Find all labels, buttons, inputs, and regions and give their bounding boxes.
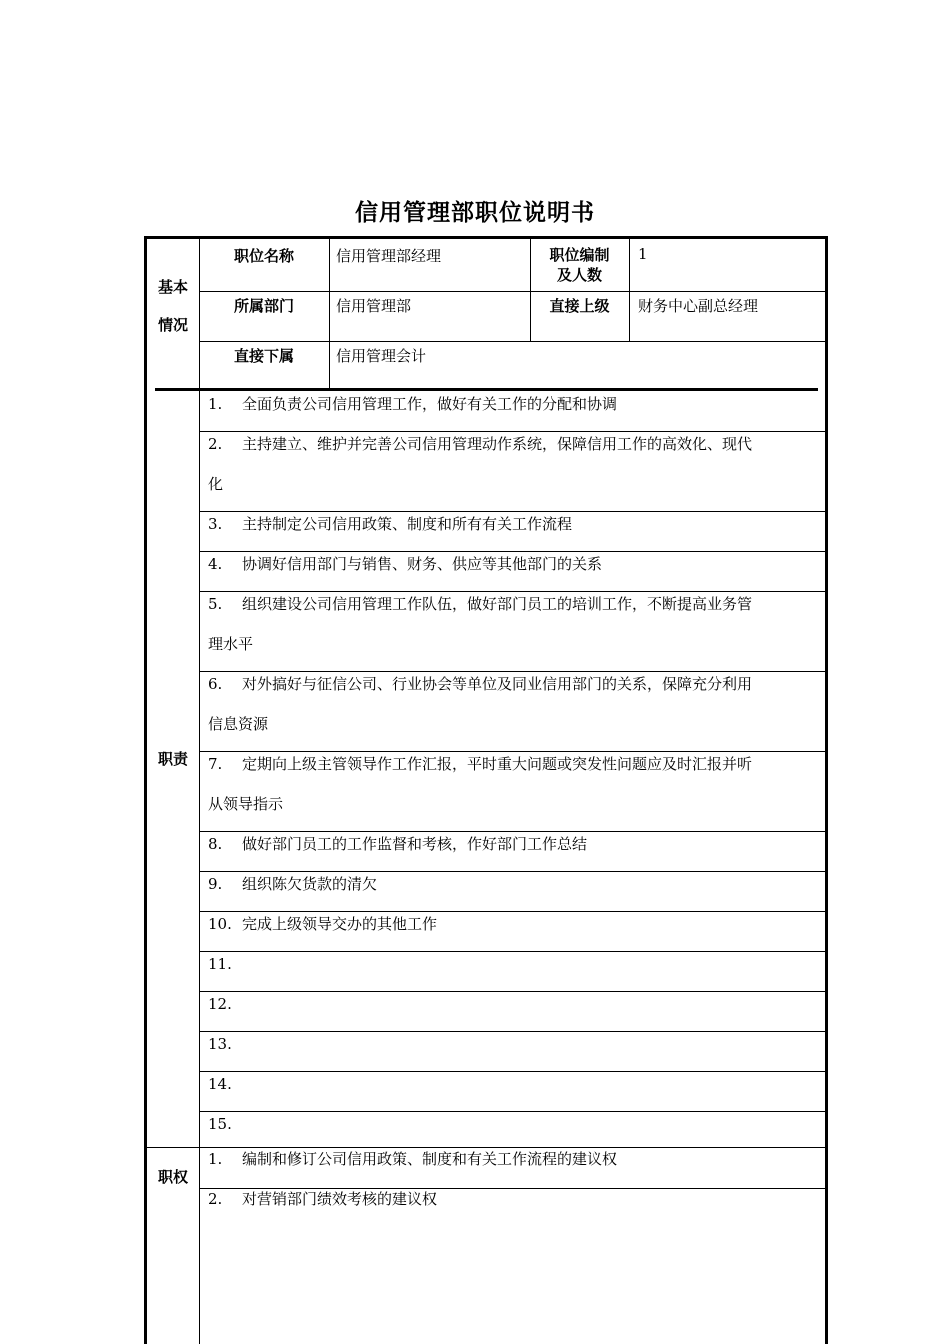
duty-number: 11.: [208, 955, 232, 973]
duty-item: [208, 424, 820, 504]
duty-item: [208, 584, 820, 664]
duty-item: [208, 944, 820, 984]
position-name-value: 信用管理部经理: [336, 247, 442, 265]
divider: [629, 239, 630, 341]
duty-text: 完成上级领导交办的其他工作: [242, 915, 438, 933]
duty-line: [208, 1104, 820, 1144]
duty-line: [208, 664, 820, 704]
position-name-label: 职位名称: [233, 247, 294, 265]
duty-number: 13.: [208, 1035, 232, 1053]
duty-line: [208, 584, 820, 624]
department-label: 所属部门: [233, 297, 294, 315]
duty-line: [208, 904, 820, 944]
duty-number: 1.: [208, 395, 223, 413]
duty-item: [208, 664, 820, 744]
duty-text: 定期向上级主管领导作工作汇报，平时重大问题或突发性问题应及时汇报并听: [242, 755, 753, 773]
duty-text: 协调好信用部门与销售、财务、供应等其他部门的关系: [242, 555, 603, 573]
section-label-basic: 基本: [157, 278, 188, 296]
duty-line: [208, 544, 820, 584]
authority-number: 2.: [208, 1190, 223, 1208]
duty-number: 10.: [208, 915, 232, 933]
duty-text: 全面负责公司信用管理工作，做好有关工作的分配和协调: [242, 395, 618, 413]
duty-text-continued: 从领导指示: [208, 795, 284, 813]
authority-number: 1.: [208, 1150, 223, 1168]
duty-text: 组织建设公司信用管理工作队伍，做好部门员工的培训工作，不断提高业务管: [242, 595, 753, 613]
duty-number: 5.: [208, 595, 223, 613]
duty-number: 6.: [208, 675, 223, 693]
duty-line: [208, 864, 820, 904]
duty-number: 9.: [208, 875, 223, 893]
superior-label: 直接上级: [549, 297, 610, 315]
authority-item: [208, 1139, 820, 1179]
duty-item: [208, 544, 820, 584]
headcount-value: 1: [638, 245, 648, 263]
duty-item: [208, 1104, 820, 1144]
subordinate-value: 信用管理会计: [336, 347, 427, 365]
duty-text-continued: 化: [208, 475, 224, 493]
duty-text: 主持建立、维护并完善公司信用管理动作系统，保障信用工作的高效化、现代: [242, 435, 753, 453]
duty-number: 15.: [208, 1115, 232, 1133]
authority-text: 编制和修订公司信用政策、制度和有关工作流程的建议权: [242, 1150, 618, 1168]
authority-text: 对营销部门绩效考核的建议权: [242, 1190, 438, 1208]
duty-number: 12.: [208, 995, 232, 1013]
duty-number: 3.: [208, 515, 223, 533]
duty-item: [208, 744, 820, 824]
duty-line: [208, 744, 820, 784]
duty-item: [208, 504, 820, 544]
duty-item: [208, 1024, 820, 1064]
section-label-basic-2: 情况: [157, 316, 188, 334]
section-label-duties: 职责: [157, 750, 188, 768]
headcount-label: 职位编制 及人数: [549, 246, 610, 284]
duty-line: [208, 424, 820, 464]
duty-line: [208, 824, 820, 864]
section-label-authority: 职权: [157, 1168, 188, 1186]
subordinate-label: 直接下属: [233, 347, 294, 365]
duty-text-continued: 信息资源: [208, 715, 269, 733]
divider: [199, 239, 200, 1344]
duty-line: [208, 984, 820, 1024]
page-title: 信用管理部职位说明书: [355, 200, 595, 226]
department-value: 信用管理部: [336, 297, 412, 315]
duty-item: [208, 864, 820, 904]
authority-item: [208, 1179, 820, 1219]
superior-value: 财务中心副总经理: [638, 297, 759, 315]
duty-number: 7.: [208, 755, 223, 773]
duty-text-continued: 理水平: [208, 635, 254, 653]
duty-item: [208, 1064, 820, 1104]
duty-text: 做好部门员工的工作监督和考核，作好部门工作总结: [242, 835, 588, 853]
duty-line: [208, 1064, 820, 1104]
duty-line: [208, 384, 820, 424]
duty-item: [208, 904, 820, 944]
divider: [329, 239, 330, 389]
duty-item: [208, 824, 820, 864]
duty-line: [208, 504, 820, 544]
divider: [199, 341, 825, 342]
duty-number: 2.: [208, 435, 223, 453]
duty-number: 4.: [208, 555, 223, 573]
duty-number: 8.: [208, 835, 223, 853]
duty-text: 组织陈欠货款的清欠: [242, 875, 378, 893]
duty-number: 14.: [208, 1075, 232, 1093]
duty-line: [208, 1024, 820, 1064]
duty-item: [208, 984, 820, 1024]
divider: [199, 291, 825, 292]
duty-line: [208, 944, 820, 984]
duty-text: 对外搞好与征信公司、行业协会等单位及同业信用部门的关系，保障充分利用: [242, 675, 753, 693]
duty-text: 主持制定公司信用政策、制度和所有有关工作流程: [242, 515, 573, 533]
duty-item: [208, 384, 820, 424]
